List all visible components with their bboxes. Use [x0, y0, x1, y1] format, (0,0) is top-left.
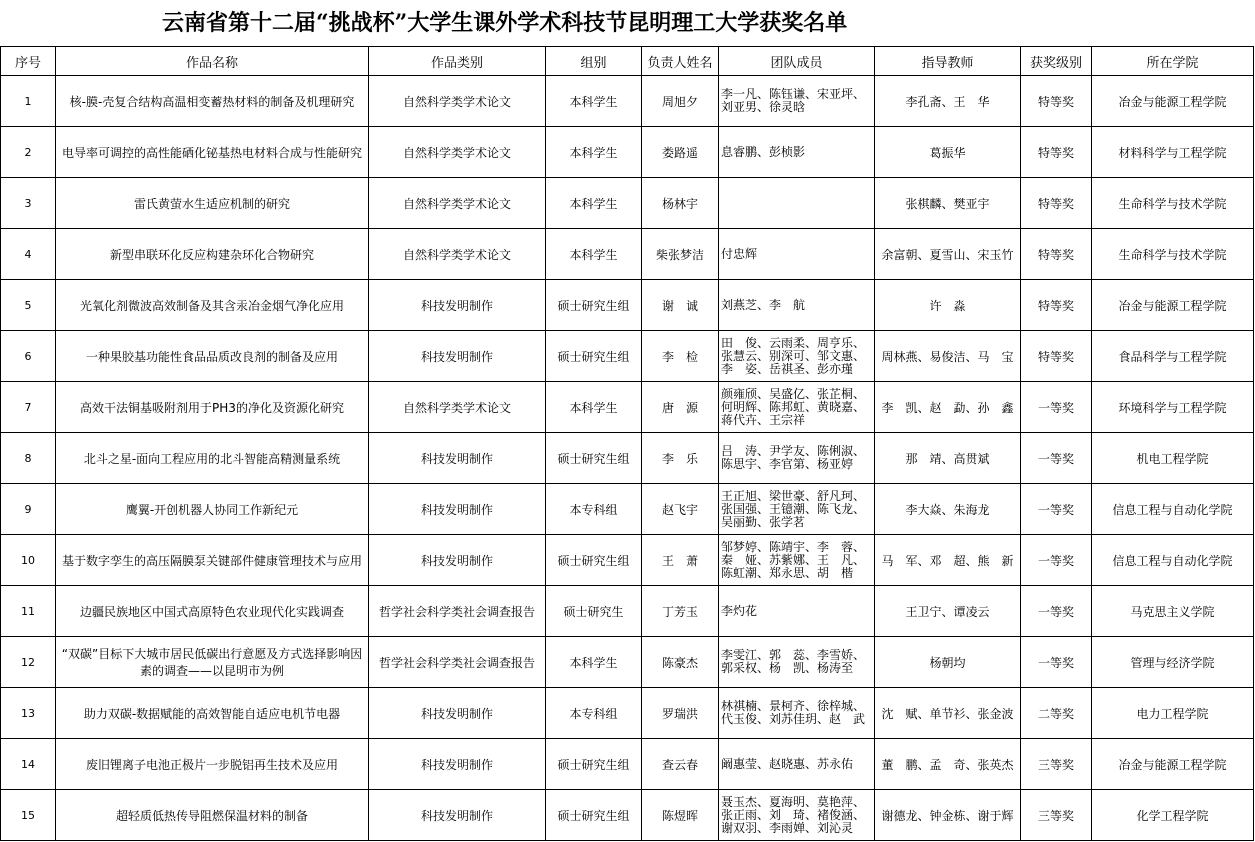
cell-work: 一种果胶基功能性食品品质改良剂的制备及应用	[56, 331, 369, 382]
header-group: 组别	[546, 47, 642, 76]
cell-college: 环境科学与工程学院	[1092, 382, 1254, 433]
cell-advisor: 那 靖、高贯斌	[875, 433, 1021, 484]
table-row	[1, 127, 1254, 178]
cell-college: 生命科学与技术学院	[1092, 229, 1254, 280]
cell-advisor: 葛振华	[875, 127, 1021, 178]
cell-group: 硕士研究生组	[546, 790, 642, 841]
cell-college: 机电工程学院	[1092, 433, 1254, 484]
cell-members	[719, 178, 875, 229]
cell-members: 息睿鹏、彭桢影	[719, 127, 875, 178]
table-row	[1, 433, 1254, 484]
cell-seq: 9	[1, 484, 56, 535]
cell-leader: 王 萧	[642, 535, 719, 586]
cell-category: 自然科学类学术论文	[369, 229, 546, 280]
cell-college: 马克思主义学院	[1092, 586, 1254, 637]
cell-group: 本专科组	[546, 484, 642, 535]
cell-award: 特等奖	[1021, 331, 1092, 382]
cell-advisor: 余富朝、夏雪山、宋玉竹	[875, 229, 1021, 280]
cell-category: 自然科学类学术论文	[369, 76, 546, 127]
cell-members: 李一凡、陈钰谦、宋亚坪、 刘亚男、徐灵晗	[719, 76, 875, 127]
cell-college: 管理与经济学院	[1092, 637, 1254, 688]
cell-advisor: 李孔斋、王 华	[875, 76, 1021, 127]
cell-leader: 罗瑞洪	[642, 688, 719, 739]
cell-category: 自然科学类学术论文	[369, 127, 546, 178]
cell-members: 颜雍颀、吴盛亿、张芷桐、 何明辉、陈邦虹、黄晓嘉、 蒋代卉、王宗祥	[719, 382, 875, 433]
cell-seq: 10	[1, 535, 56, 586]
cell-group: 本科学生	[546, 637, 642, 688]
cell-members: 王正旭、梁世豪、舒凡珂、 张国强、王镱潮、陈飞龙、 吴丽勤、张学茗	[719, 484, 875, 535]
cell-college: 生命科学与技术学院	[1092, 178, 1254, 229]
cell-members: 刘燕芝、李 航	[719, 280, 875, 331]
cell-category: 哲学社会科学类社会调查报告	[369, 586, 546, 637]
cell-advisor: 许 淼	[875, 280, 1021, 331]
cell-work: 废旧锂离子电池正极片一步脱铝再生技术及应用	[56, 739, 369, 790]
table-row	[1, 484, 1254, 535]
cell-seq: 1	[1, 76, 56, 127]
cell-award: 二等奖	[1021, 688, 1092, 739]
header-advisor: 指导教师	[875, 47, 1021, 76]
cell-college: 食品科学与工程学院	[1092, 331, 1254, 382]
table-row	[1, 739, 1254, 790]
cell-group: 本科学生	[546, 178, 642, 229]
cell-college: 冶金与能源工程学院	[1092, 739, 1254, 790]
cell-group: 硕士研究生组	[546, 535, 642, 586]
cell-group: 硕士研究生	[546, 586, 642, 637]
table-row	[1, 178, 1254, 229]
header-members: 团队成员	[719, 47, 875, 76]
cell-group: 本科学生	[546, 382, 642, 433]
cell-advisor: 李 凯、赵 勐、孙 鑫	[875, 382, 1021, 433]
cell-leader: 陈煜晖	[642, 790, 719, 841]
cell-advisor: 杨朝均	[875, 637, 1021, 688]
cell-leader: 赵飞宇	[642, 484, 719, 535]
cell-work: 光氧化剂微波高效制备及其含汞冶金烟气净化应用	[56, 280, 369, 331]
cell-seq: 6	[1, 331, 56, 382]
page-title: 云南省第十二届“挑战杯”大学生课外学术科技节昆明理工大学获奖名单	[162, 10, 848, 36]
cell-leader: 周旭夕	[642, 76, 719, 127]
cell-members: 邹梦婷、陈靖宇、李 蓉、 秦 娅、苏紫娜、王 凡、 陈虹潮、郑永思、胡 楷	[719, 535, 875, 586]
cell-work: 雷氏黄萤水生适应机制的研究	[56, 178, 369, 229]
cell-advisor: 谢德龙、钟金栋、谢于辉	[875, 790, 1021, 841]
table-row	[1, 229, 1254, 280]
cell-award: 特等奖	[1021, 76, 1092, 127]
cell-members: 吕 涛、尹学友、陈俐淑、 陈思宇、李官第、杨亚婷	[719, 433, 875, 484]
cell-award: 一等奖	[1021, 484, 1092, 535]
cell-seq: 11	[1, 586, 56, 637]
cell-seq: 8	[1, 433, 56, 484]
cell-work: 核-膜-壳复合结构高温相变蓄热材料的制备及机理研究	[56, 76, 369, 127]
cell-members: 李灼花	[719, 586, 875, 637]
cell-members: 李雯江、郭 蕊、李雪娇、 郭采权、杨 凯、杨涛至	[719, 637, 875, 688]
cell-award: 一等奖	[1021, 637, 1092, 688]
cell-leader: 柴张梦洁	[642, 229, 719, 280]
cell-college: 材料科学与工程学院	[1092, 127, 1254, 178]
table-row	[1, 790, 1254, 841]
cell-work: “双碳”目标下大城市居民低碳出行意愿及方式选择影响因素的调查——以昆明市为例	[56, 637, 369, 688]
cell-work: 电导率可调控的高性能硒化铋基热电材料合成与性能研究	[56, 127, 369, 178]
cell-leader: 陈豪杰	[642, 637, 719, 688]
cell-college: 冶金与能源工程学院	[1092, 280, 1254, 331]
cell-award: 特等奖	[1021, 229, 1092, 280]
cell-category: 哲学社会科学类社会调查报告	[369, 637, 546, 688]
cell-college: 信息工程与自动化学院	[1092, 535, 1254, 586]
cell-college: 电力工程学院	[1092, 688, 1254, 739]
header-award: 获奖级别	[1021, 47, 1092, 76]
cell-leader: 娄路遥	[642, 127, 719, 178]
cell-award: 三等奖	[1021, 790, 1092, 841]
table-row	[1, 280, 1254, 331]
cell-category: 科技发明制作	[369, 739, 546, 790]
cell-group: 本专科组	[546, 688, 642, 739]
cell-category: 自然科学类学术论文	[369, 382, 546, 433]
table-row	[1, 535, 1254, 586]
cell-seq: 3	[1, 178, 56, 229]
cell-category: 科技发明制作	[369, 331, 546, 382]
cell-category: 科技发明制作	[369, 433, 546, 484]
table-header-row	[1, 47, 1254, 76]
header-category: 作品类别	[369, 47, 546, 76]
cell-group: 本科学生	[546, 76, 642, 127]
cell-award: 一等奖	[1021, 382, 1092, 433]
cell-leader: 唐 源	[642, 382, 719, 433]
cell-advisor: 周林燕、易俊洁、马 宝	[875, 331, 1021, 382]
cell-award: 一等奖	[1021, 433, 1092, 484]
cell-college: 信息工程与自动化学院	[1092, 484, 1254, 535]
cell-advisor: 董 鹏、孟 奇、张英杰	[875, 739, 1021, 790]
table-row	[1, 382, 1254, 433]
cell-award: 一等奖	[1021, 586, 1092, 637]
cell-group: 硕士研究生组	[546, 433, 642, 484]
cell-seq: 13	[1, 688, 56, 739]
cell-award: 特等奖	[1021, 127, 1092, 178]
cell-advisor: 王卫宁、谭凌云	[875, 586, 1021, 637]
cell-seq: 4	[1, 229, 56, 280]
cell-award: 特等奖	[1021, 178, 1092, 229]
cell-award: 一等奖	[1021, 535, 1092, 586]
cell-work: 新型串联环化反应构建杂环化合物研究	[56, 229, 369, 280]
cell-seq: 12	[1, 637, 56, 688]
award-table	[0, 46, 1254, 841]
cell-group: 硕士研究生组	[546, 331, 642, 382]
cell-work: 边疆民族地区中国式高原特色农业现代化实践调查	[56, 586, 369, 637]
cell-category: 科技发明制作	[369, 280, 546, 331]
table-row	[1, 76, 1254, 127]
cell-award: 三等奖	[1021, 739, 1092, 790]
cell-seq: 5	[1, 280, 56, 331]
cell-college: 化学工程学院	[1092, 790, 1254, 841]
header-leader: 负责人姓名	[642, 47, 719, 76]
cell-advisor: 张棋麟、樊亚宇	[875, 178, 1021, 229]
cell-leader: 查云春	[642, 739, 719, 790]
cell-award: 特等奖	[1021, 280, 1092, 331]
cell-seq: 2	[1, 127, 56, 178]
cell-category: 科技发明制作	[369, 688, 546, 739]
cell-work: 高效干法铜基吸附剂用于PH3的净化及资源化研究	[56, 382, 369, 433]
cell-work: 超轻质低热传导阻燃保温材料的制备	[56, 790, 369, 841]
cell-category: 科技发明制作	[369, 535, 546, 586]
cell-advisor: 马 军、邓 超、熊 新	[875, 535, 1021, 586]
cell-category: 自然科学类学术论文	[369, 178, 546, 229]
cell-group: 硕士研究生组	[546, 280, 642, 331]
cell-leader: 杨林宇	[642, 178, 719, 229]
cell-work: 助力双碳-数据赋能的高效智能自适应电机节电器	[56, 688, 369, 739]
cell-leader: 谢 诚	[642, 280, 719, 331]
cell-work: 北斗之星-面向工程应用的北斗智能高精测量系统	[56, 433, 369, 484]
table-row	[1, 331, 1254, 382]
cell-members: 阚惠莹、赵晓惠、苏永佑	[719, 739, 875, 790]
cell-group: 本科学生	[546, 127, 642, 178]
cell-leader: 李 检	[642, 331, 719, 382]
table-row	[1, 586, 1254, 637]
cell-members: 付忠辉	[719, 229, 875, 280]
cell-members: 田 俊、云雨柔、周亨乐、 张慧云、别深可、邹文惠、 李 姿、岳祺圣、彭亦瑾	[719, 331, 875, 382]
table-row	[1, 637, 1254, 688]
cell-seq: 15	[1, 790, 56, 841]
cell-leader: 丁芳玉	[642, 586, 719, 637]
cell-work: 鹰翼-开创机器人协同工作新纪元	[56, 484, 369, 535]
header-work: 作品名称	[56, 47, 369, 76]
cell-advisor: 沈 赋、单节衫、张金波	[875, 688, 1021, 739]
cell-seq: 14	[1, 739, 56, 790]
cell-advisor: 李大焱、朱海龙	[875, 484, 1021, 535]
table-row	[1, 688, 1254, 739]
cell-group: 本科学生	[546, 229, 642, 280]
header-college: 所在学院	[1092, 47, 1254, 76]
cell-category: 科技发明制作	[369, 790, 546, 841]
cell-work: 基于数字孪生的高压隔膜泵关键部件健康管理技术与应用	[56, 535, 369, 586]
cell-college: 冶金与能源工程学院	[1092, 76, 1254, 127]
cell-group: 硕士研究生组	[546, 739, 642, 790]
cell-category: 科技发明制作	[369, 484, 546, 535]
cell-members: 聂玉杰、夏海明、莫艳萍、 张正雨、刘 琦、褚俊涵、 谢双羽、李雨婵、刘沁灵	[719, 790, 875, 841]
cell-leader: 李 乐	[642, 433, 719, 484]
cell-seq: 7	[1, 382, 56, 433]
cell-members: 林祺楠、景柯齐、徐梓城、 代玉俊、刘苏佳玥、赵 武	[719, 688, 875, 739]
header-seq: 序号	[1, 47, 56, 76]
